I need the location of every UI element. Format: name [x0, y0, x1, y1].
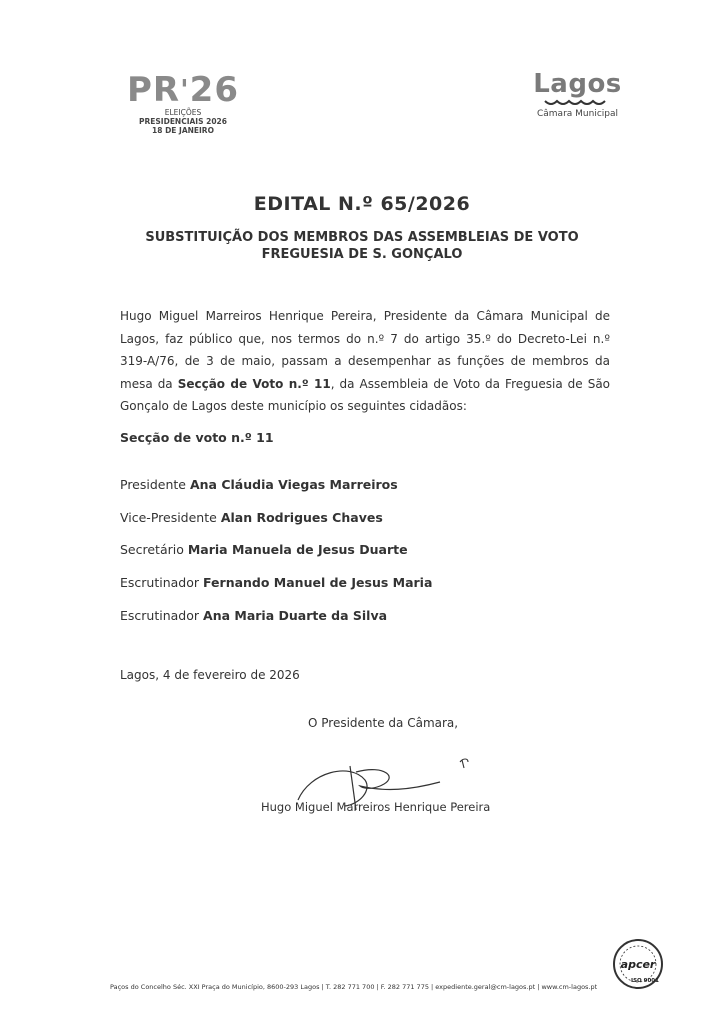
signature-role: O Presidente da Câmara,	[308, 716, 459, 730]
member-row	[120, 510, 383, 525]
section-label: Secção de voto n.º 11	[120, 430, 274, 445]
member-role: Presidente	[120, 477, 186, 492]
pr26-line2: PRESIDENCIAIS 2026	[139, 117, 227, 126]
footer-address: Paços do Concelho Séc. XXI Praça do Município, 8600-293 Lagos | T. 282 771 700 | F. 282 771 775 | expediente.geral@cm-lagos.pt | www.cm-lagos.pt	[110, 983, 598, 991]
pr26-subtitle	[118, 108, 248, 135]
pr26-line3: 18 DE JANEIRO	[152, 126, 214, 135]
lagos-name: Lagos	[533, 69, 622, 99]
member-name: Ana Maria Duarte da Silva	[203, 608, 388, 623]
member-row	[120, 575, 432, 590]
member-name: Maria Manuela de Jesus Duarte	[187, 542, 408, 557]
member-name: Ana Cláudia Viegas Marreiros	[189, 477, 398, 492]
apcer-text: apcer	[620, 958, 656, 971]
member-row	[120, 608, 387, 623]
iso-text: ISO 9001	[631, 978, 659, 984]
lagos-logo	[520, 70, 635, 119]
subtitle-line2: FREGUESIA DE S. GONÇALO	[261, 247, 463, 262]
member-row	[120, 477, 398, 492]
member-role: Vice-Presidente	[120, 510, 217, 525]
pr26-logo	[118, 72, 248, 135]
intro-text-1: Hugo Miguel Marreiros Henrique Pereira, Presidente da Câmara Municipal de Lagos, faz público que, nos termos do n.º 7 do artigo 35.º do Decreto-Lei n.º 319-A/76, de 3 de maio, passam a desempenhar as funções de membros da mesa da	[120, 309, 610, 391]
apcer-certification-seal	[612, 938, 664, 990]
pr26-mark: PR'26	[126, 70, 239, 110]
member-name: Fernando Manuel de Jesus Maria	[203, 575, 433, 590]
subtitle-line1: SUBSTITUIÇÃO DOS MEMBROS DAS ASSEMBLEIAS DE VOTO	[145, 230, 579, 245]
edital-title: EDITAL N.º 65/2026	[253, 193, 471, 215]
intro-text-2: , da Assembleia de Voto da Freguesia de São Gonçalo de Lagos deste município os seguintes cidadãos:	[120, 376, 611, 413]
edital-subtitle	[140, 229, 584, 263]
member-role: Escrutinador	[120, 575, 200, 590]
waves-icon	[543, 98, 613, 108]
member-name: Alan Rodrigues Chaves	[220, 510, 383, 525]
member-role: Secretário	[120, 542, 184, 557]
pr26-line1: ELEIÇÕES	[164, 108, 202, 117]
member-row	[120, 542, 408, 557]
date-line: Lagos, 4 de fevereiro de 2026	[120, 668, 300, 682]
intro-bold: Secção de Voto n.º 11	[177, 376, 331, 391]
lagos-subtitle: Câmara Municipal	[536, 109, 618, 119]
member-role: Escrutinador	[120, 608, 200, 623]
signature-name: Hugo Miguel Marreiros Henrique Pereira	[261, 800, 491, 814]
intro-paragraph	[120, 305, 610, 418]
